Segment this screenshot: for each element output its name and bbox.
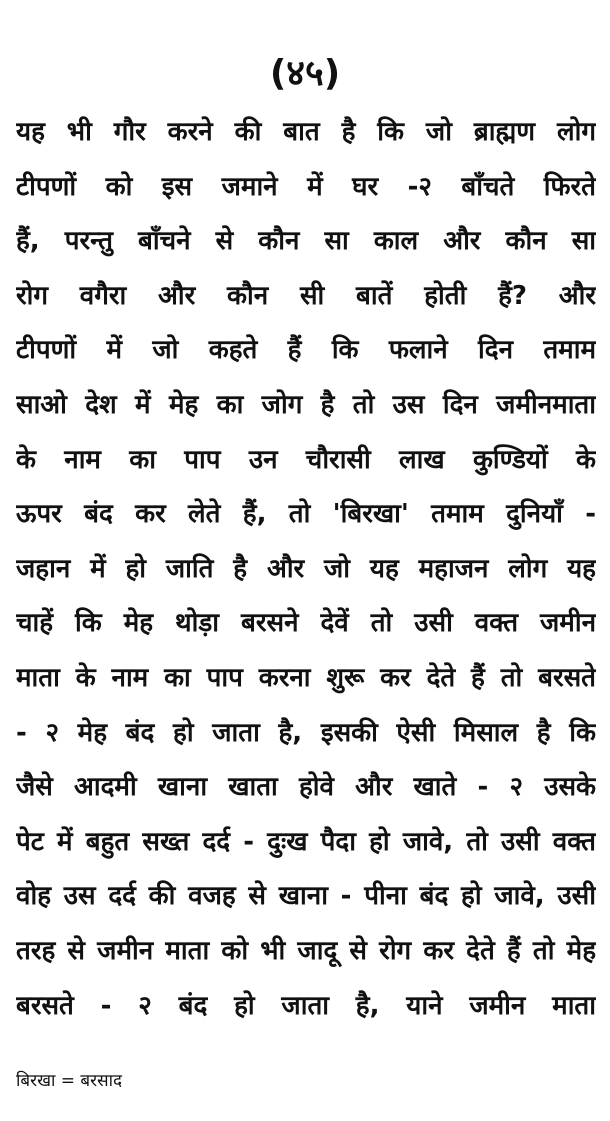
text-line: जैसे आदमी खाना खाता होवे और खाते - २ उसके [16, 772, 596, 803]
text-line: तरह से जमीन माता को भी जादू से रोग कर देते हैं तो मेह [16, 935, 596, 966]
text-line: टीपणों में जो कहते हैं कि फलाने दिन तमाम [16, 335, 596, 366]
text-line: के नाम का पाप उन चौरासी लाख कुण्डियों के [16, 444, 596, 475]
text-line: जहान में हो जाति है और जो यह महाजन लोग यह [16, 553, 596, 584]
text-line: साओ देश में मेह का जोग है तो उस दिन जमीनमाता [16, 389, 596, 420]
text-line: पेट में बहुत सख्त दर्द - दुःख पैदा हो जावे, तो उसी वक्त [16, 826, 596, 857]
text-line: हैं, परन्तु बाँचने से कौन सा काल और कौन सा [16, 226, 596, 257]
text-line: चाहें कि मेह थोड़ा बरसने देवें तो उसी वक्त जमीन [16, 608, 596, 639]
text-line: बरसते - २ बंद हो जाता है, याने जमीन माता [16, 990, 596, 1021]
text-line: - २ मेह बंद हो जाता है, इसकी ऐसी मिसाल है कि [16, 717, 596, 748]
footnote: बिरखा = बरसाद [16, 1071, 123, 1091]
text-line: टीपणों को इस जमाने में घर -२ बाँचते फिरते [16, 171, 596, 202]
text-line: माता के नाम का पाप करना शुरू कर देते हैं तो बरसते [16, 662, 596, 693]
text-line: ऊपर बंद कर लेते हैं, तो 'बिरखा' तमाम दुनियाँ - [16, 499, 596, 530]
body-text [16, 105, 596, 1033]
page-number: (४५) [269, 53, 341, 94]
text-line: रोग वगैरा और कौन सी बातें होती हैं? और [16, 280, 596, 311]
text-line: वोह उस दर्द की वजह से खाना - पीना बंद हो जावे, उसी [16, 881, 596, 912]
text-line: यह भी गौर करने की बात है कि जो ब्राह्मण लोग [16, 117, 596, 147]
